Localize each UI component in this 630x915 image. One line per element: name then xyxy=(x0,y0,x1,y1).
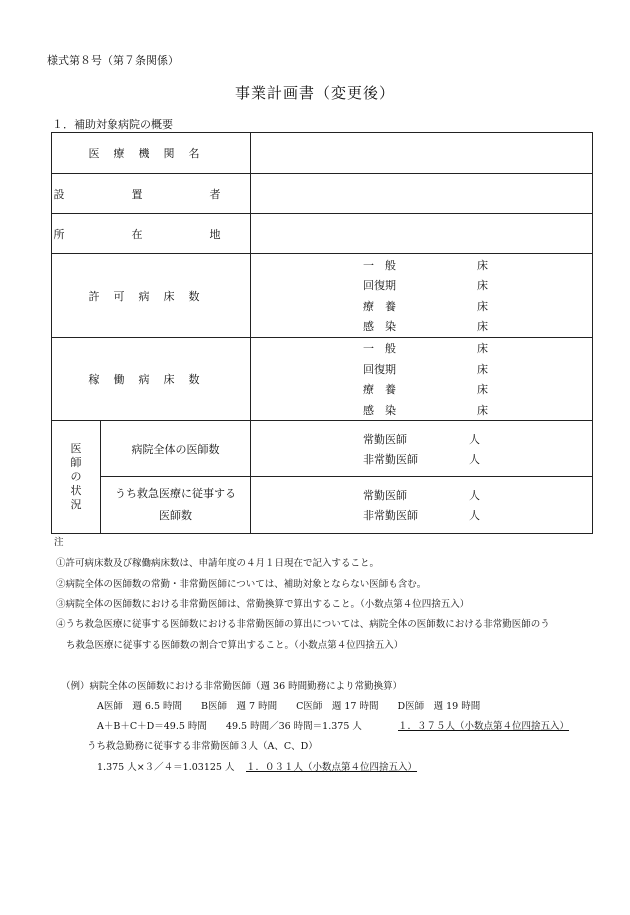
form-number: 様式第８号（第７条関係） xyxy=(47,54,179,67)
row-institution xyxy=(52,133,593,174)
note-4b: ち救急医療に従事する医師数の割合で算出すること。（小数点第４位四捨五入） xyxy=(66,640,404,651)
label-er-doctors: うち救急医療に従事する 医師数 xyxy=(101,477,251,534)
bed-unit: 床 xyxy=(477,279,488,293)
bed-unit: 床 xyxy=(477,403,488,417)
label-all-doctors: 病院全体の医師数 xyxy=(101,421,251,477)
label-founder: 設 置 者 xyxy=(52,174,251,214)
label-institution: 医療機関名 xyxy=(52,133,251,174)
bed-kind: 感 染 xyxy=(363,403,396,417)
label-location: 所 在 地 xyxy=(52,214,251,254)
row-all-doctors xyxy=(52,421,593,477)
bed-unit: 床 xyxy=(477,320,488,334)
note-2: ②病院全体の医師数の常勤・非常勤医師については、補助対象とならない医師も含む。 xyxy=(56,579,427,590)
bed-kind: 回復期 xyxy=(363,362,396,376)
bed-kind: 一 般 xyxy=(363,342,396,356)
fulltime-label: 常勤医師 xyxy=(363,489,407,502)
example-row-4b: １．０３１人（小数点第４位四捨五入） xyxy=(246,762,418,773)
label-doctor-status: 医 師 の 状 況 xyxy=(52,421,101,534)
example-row-4a: 1.375 人×３／４＝1.03125 人 xyxy=(97,762,235,773)
bed-kind: 感 染 xyxy=(363,320,396,334)
fulltime-label: 常勤医師 xyxy=(363,432,407,446)
bed-unit: 床 xyxy=(477,383,488,397)
row-operating-beds xyxy=(52,338,593,421)
page-title: 事業計画書（変更後） xyxy=(234,84,395,102)
label-operating-beds: 稼働病床数 xyxy=(52,338,251,421)
bed-kind: 療 養 xyxy=(363,383,396,397)
row-founder xyxy=(52,174,593,214)
parttime-label: 非常勤医師 xyxy=(363,509,418,522)
notes-heading: 注 xyxy=(54,537,64,548)
bed-unit: 床 xyxy=(477,362,488,376)
note-3: ③病院全体の医師数における非常勤医師は、常勤換算で算出すること。（小数点第４位四捨五入） xyxy=(56,599,470,610)
field-founder[interactable] xyxy=(251,174,593,214)
parttime-label: 非常勤医師 xyxy=(363,452,418,466)
example-row-2a: A＋B＋C＋D＝49.5 時間 49.5 時間／36 時間＝1.375 人 xyxy=(97,721,362,732)
row-licensed-beds xyxy=(52,254,593,338)
field-location[interactable] xyxy=(251,214,593,254)
example-row-3: うち救急勤務に従事する非常勤医師３人（A、C、D） xyxy=(87,741,318,752)
field-licensed-beds[interactable] xyxy=(251,254,593,338)
person-unit: 人 xyxy=(469,489,480,502)
bed-kind: 療 養 xyxy=(363,299,396,313)
example-row-2b: １．３７５人（小数点第４位四捨五入） xyxy=(398,721,570,732)
label-licensed-beds: 許可病床数 xyxy=(52,254,251,338)
bed-unit: 床 xyxy=(477,342,488,356)
field-operating-beds[interactable] xyxy=(251,338,593,421)
row-er-doctors xyxy=(52,477,593,534)
person-unit: 人 xyxy=(469,452,480,466)
section-heading: １．補助対象病院の概要 xyxy=(52,118,173,131)
note-1: ①許可病床数及び稼働病床数は、申請年度の４月１日現在で記入すること。 xyxy=(56,558,380,569)
person-unit: 人 xyxy=(469,432,480,446)
person-unit: 人 xyxy=(469,509,480,522)
field-all-doctors[interactable] xyxy=(251,421,593,477)
field-institution[interactable] xyxy=(251,133,593,174)
bed-unit: 床 xyxy=(477,299,488,313)
note-4a: ④うち救急医療に従事する医師数における非常勤医師の算出については、病院全体の医師数における非常勤医師のう xyxy=(56,619,550,630)
field-er-doctors[interactable] xyxy=(251,477,593,534)
example-heading: （例）病院全体の医師数における非常勤医師（週 36 時間勤務により常勤換算） xyxy=(61,681,403,692)
bed-unit: 床 xyxy=(477,258,488,272)
row-location xyxy=(52,214,593,254)
bed-kind: 一 般 xyxy=(363,258,396,272)
hospital-overview-table xyxy=(51,132,593,534)
example-row-1: A医師 週 6.5 時間 B医師 週 7 時間 C医師 週 17 時間 D医師 週 19 時間 xyxy=(97,701,481,712)
bed-kind: 回復期 xyxy=(363,279,396,293)
